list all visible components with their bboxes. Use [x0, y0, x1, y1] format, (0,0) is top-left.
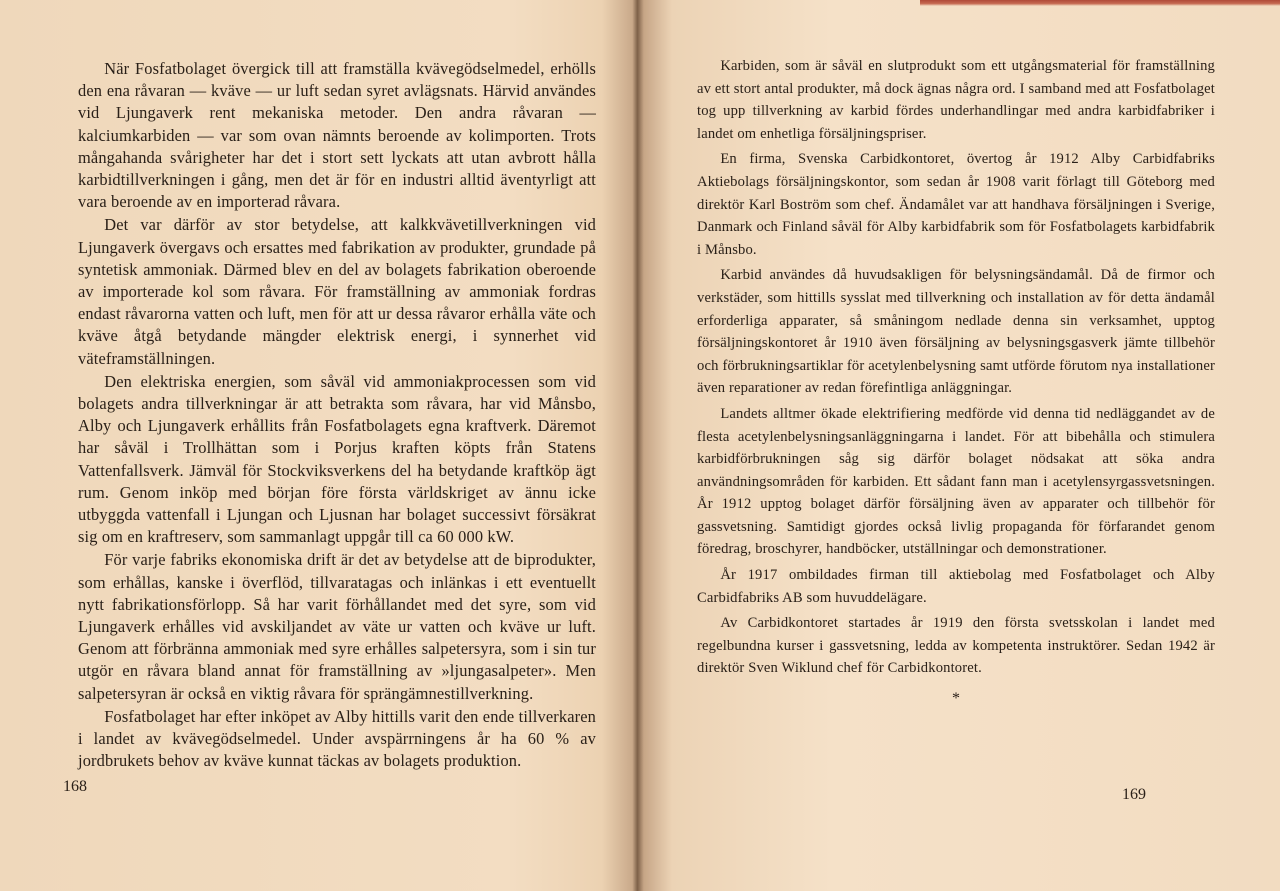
paragraph: År 1917 ombildades firman till aktiebolag med Fosfatbolaget och Alby Carbidfabriks AB som huvuddelägare. [697, 567, 1215, 606]
left-body-text [78, 58, 596, 774]
paragraph: Den elektriska energien, som såväl vid ammoniakprocessen som vid bolagets andra tillverkningar är att betrakta som råvara, har vid Månsbo, Alby och Ljungaverk erhållits från Fosfatbolagets egna kraftverk. Däremot har såväl i Trollhättan som i Porjus kraften köpts från Statens Vattenfallsverk. Jämväl för Stockviksverkens del ha betydande kraftköp ägt rum. Genom inköp med början före första världskriget av ännu icke utbyggda vattenfall i Ljungan och Ljusnan har bolaget successivt försäkrat sig om en kraftreserv, som sammanlagt uppgår till ca 60 000 kW. [78, 371, 596, 547]
paragraph: När Fosfatbolaget övergick till att framställa kvävegödselmedel, erhölls den ena råvaran — kväve — ur luft sedan syret avlägsnats. Härvid användes vid Ljungaverk rent mekaniska metoder. Den andra råvaran — kalciumkarbiden — var som ovan nämnts beroende av kolimporten. Trots mångahanda svårigheter har det i stort sett lyckats att utan avbrott hålla karbidtillverkningen i gång, men det är för en industri alltid äventyrligt att vara beroende av en importerad råvara. [78, 59, 596, 212]
paragraph: En firma, Svenska Carbidkontoret, övertog år 1912 Alby Carbidfabriks Aktiebolags försäljningskontor, som sedan år 1908 varit förlagt till Göteborg med direktör Karl Boström som chef. Ändamålet var att handhava försäljningen i Sverige, Danmark och Finland såväl för Alby karbidfabrik som för Fosfatbolagets karbidfabrik i Månsbo. [697, 151, 1215, 258]
paragraph: Landets alltmer ökade elektrifiering medförde vid denna tid nedläggandet av de flesta acetylenbelysningsanläggningarna i landet. För att bibehålla och stimulera karbidförbrukningen såg sig därför bolaget nödsakat att söka andra användningsområden för karbiden. Ett sådant fann man i acetylensyrgassvetsningen. År 1912 upptog bolaget därför försäljning även av apparater och tillbehör för gassvetsning. Samtidigt gjordes också livlig propaganda för förfarandet genom föredrag, broschyrer, handböcker, utställningar och demonstrationer. [697, 405, 1215, 558]
paragraph: Karbiden, som är såväl en slutprodukt som ett utgångsmaterial för framställning av ett stort antal produkter, må dock ägnas några ord. I samband med att Fosfatbolaget tog upp tillverkning av karbid fördes underhandlingar med andra karbidfabriker i landet om enhetliga försäljningspriser. [697, 58, 1215, 142]
page-number: 168 [63, 778, 87, 795]
left-page [0, 0, 630, 891]
section-ornament: * [952, 690, 960, 708]
paragraph: Fosfatbolaget har efter inköpet av Alby hittills varit den ende tillverkaren i landet av kvävegödselmedel. Under avspärrningens år ha 60 % av jordbrukets behov av kväve kunnat täckas av bolagets produktion. [78, 706, 596, 771]
right-body-text [697, 55, 1215, 711]
page-number: 169 [1122, 786, 1146, 803]
right-page [640, 0, 1280, 891]
paragraph: För varje fabriks ekonomiska drift är det av betydelse att de biprodukter, som erhållas, kanske i överflöd, tillvaratagas och inlänkas i ett eventuellt nytt fabrikationsförlopp. Så har varit förhållandet med det syre, som vid Ljungaverk erhålles vid avskiljandet av väte ur vatten och kväve ur luft. Genom att förbränna ammoniak med syre erhålles salpetersyra, som i sin tur utgör en råvara bland annat för framställning av »ljungasalpeter». Men salpetersyran är också en viktig råvara för sprängämnestillverkning. [78, 550, 596, 703]
paragraph: Det var därför av stor betydelse, att kalkkvävetillverkningen vid Ljungaverk övergavs och ersattes med fabrikation av produkter, grundade på syntetisk ammoniak. Därmed blev en del av bolagets fabrikation oberoende av importerade kol som råvara. För framställning av ammoniak fordras endast råvarorna vatten och luft, men för att ur dessa råvaror erhålla väte och kväve åtgå betydande mängder elektrisk energi, i synnerhet vid väteframställningen. [78, 215, 596, 368]
paragraph: Karbid användes då huvudsakligen för belysningsändamål. Då de firmor och verkstäder, som hittills sysslat med tillverkning och installation av för detta ändamål erforderliga apparater, så småningom nedlade denna sin verksamhet, upptog försäljningskontoret år 1910 även försäljning av belysningsgasverk jämte tillbehör och förbrukningsartiklar för acetylenbelysning samt utförde förutom nya installationer även reparationer av redan förefintliga anläggningar. [697, 267, 1215, 397]
paragraph: Av Carbidkontoret startades år 1919 den första svetsskolan i landet med regelbundna kurser i gassvetsning, ledda av kompetenta instruktörer. Sedan 1942 är direktör Sven Wiklund chef för Carbidkontoret. [697, 615, 1215, 677]
